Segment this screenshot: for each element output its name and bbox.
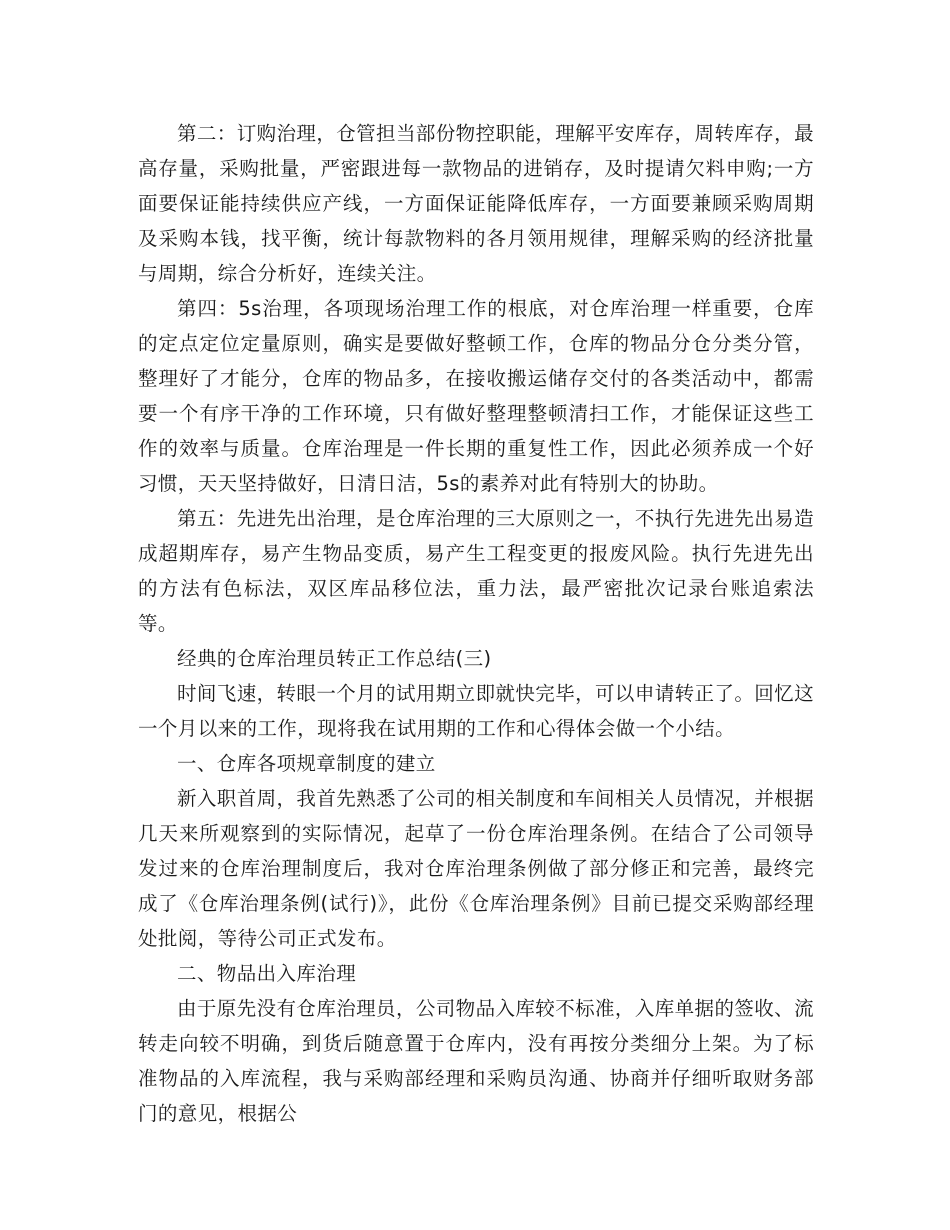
paragraph-intro: 时间飞速，转眼一个月的试用期立即就快完毕，可以申请转正了。回忆这一个月以来的工作，现将我在试用期的工作和心得体会做一个小结。 (138, 682, 814, 740)
section-title: 经典的仓库治理员转正工作总结(三) (177, 647, 492, 670)
paragraph-inbound-outbound: 由于原先没有仓库治理员，公司物品入库较不标准，入库单据的签收、流转走向较不明确，到货后随意置于仓库内，没有再按分类细分上架。为了标准物品的入库流程，我与采购部经理和采购员沟通、协商并仔细听取财务部门的意见，根据公 (138, 997, 814, 1125)
heading-regulations: 一、仓库各项规章制度的建立 (177, 752, 436, 775)
paragraph-5s-management: 第四：5s治理，各项现场治理工作的根底，对仓库治理一样重要，仓库的定点定位定量原则，确实是要做好整顿工作，仓库的物品分仓分类分管，整理好了才能分，仓库的物品多，在接收搬运储存交付的各类活动中，都需要一个有序干净的工作环境，只有做好整理整顿清扫工作，才能保证这些工作的效率与质量。仓库治理是一件长期的重复性工作，因此必须养成一个好习惯，天天坚持做好，日清日洁，5s的素养对此有特别大的协助。 (138, 297, 814, 495)
paragraph-fifo-management: 第五：先进先出治理，是仓库治理的三大原则之一，不执行先进先出易造成超期库存，易产生物品变质，易产生工程变更的报废风险。执行先进先出的方法有色标法，双区库品移位法，重力法，最严密批次记录台账追索法等。 (138, 507, 814, 635)
heading-inbound-outbound: 二、物品出入库治理 (177, 962, 357, 985)
document-body (138, 116, 814, 1131)
paragraph-regulations: 新入职首周，我首先熟悉了公司的相关制度和车间相关人员情况，并根据几天来所观察到的实际情况，起草了一份仓库治理条例。在结合了公司领导发过来的仓库治理制度后，我对仓库治理条例做了部分修正和完善，最终完成了《仓库治理条例(试行)》，此份《仓库治理条例》目前已提交采购部经理处批阅，等待公司正式发布。 (138, 787, 814, 950)
paragraph-ordering-management: 第二：订购治理，仓管担当部份物控职能，理解平安库存，周转库存，最高存量，采购批量，严密跟进每一款物品的进销存，及时提请欠料申购;一方面要保证能持续供应产线，一方面保证能降低库存，一方面要兼顾采购周期及采购本钱，找平衡，统计每款物料的各月领用规律，理解采购的经济批量与周期，综合分析好，连续关注。 (138, 122, 814, 285)
